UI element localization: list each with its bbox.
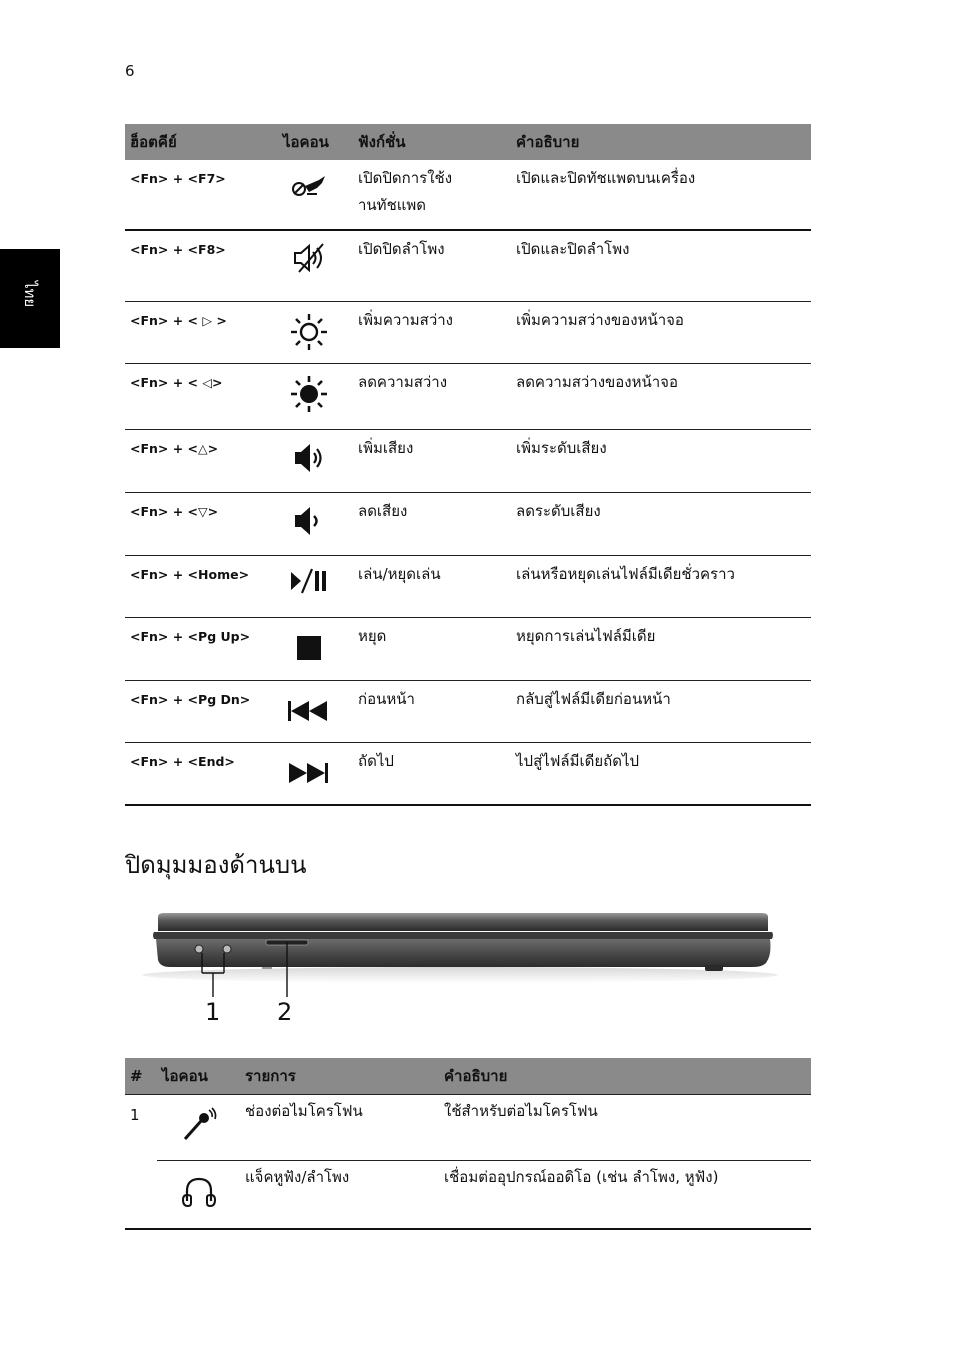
header-description: คำอธิบาย bbox=[439, 1058, 811, 1094]
stop-icon bbox=[265, 617, 353, 680]
microphone-icon bbox=[157, 1094, 240, 1160]
header-icon: ไอคอน bbox=[157, 1058, 240, 1094]
hotkey-function: เพิ่มความสว่าง bbox=[353, 301, 511, 363]
hotkey-description: เพิ่มระดับเสียง bbox=[511, 429, 811, 492]
hotkey-function: เพิ่มเสียง bbox=[353, 429, 511, 492]
table-row bbox=[125, 492, 811, 555]
hotkey-description: เล่นหรือหยุดเล่นไฟล์มีเดียชั่วคราว bbox=[511, 555, 811, 617]
table-row bbox=[125, 680, 811, 742]
hotkey-label: <Fn> + <Pg Up> bbox=[125, 617, 265, 680]
table-row bbox=[125, 1160, 811, 1229]
port-number: 1 bbox=[130, 1105, 140, 1124]
hotkey-function: ลดความสว่าง bbox=[353, 363, 511, 429]
hotkey-description: เปิดและปิดทัชแพดบนเครื่อง bbox=[511, 160, 811, 230]
table-row bbox=[125, 160, 811, 230]
table-row bbox=[125, 617, 811, 680]
page-number: 6 bbox=[125, 62, 135, 80]
hotkey-label: <Fn> + <Home> bbox=[125, 555, 265, 617]
laptop-front-view-illustration bbox=[140, 905, 790, 1030]
hotkey-description: ไปสู่ไฟล์มีเดียถัดไป bbox=[511, 742, 811, 805]
table-row bbox=[125, 230, 811, 301]
section-title: ปิดมุมมองด้านบน bbox=[125, 851, 307, 879]
previous-track-icon bbox=[265, 680, 353, 742]
table-row bbox=[125, 363, 811, 429]
port-item: ช่องต่อไมโครโฟน bbox=[240, 1094, 439, 1160]
headphone-icon bbox=[157, 1160, 240, 1229]
hotkey-table-header bbox=[125, 124, 811, 160]
hotkey-description: ลดระดับเสียง bbox=[511, 492, 811, 555]
hotkey-function: ก่อนหน้า bbox=[353, 680, 511, 742]
port-number bbox=[125, 1160, 157, 1229]
language-side-tab bbox=[0, 249, 60, 348]
hotkey-function: หยุด bbox=[353, 617, 511, 680]
table-row bbox=[125, 555, 811, 617]
port-table bbox=[125, 1058, 811, 1230]
hotkey-label: <Fn> + <Pg Dn> bbox=[125, 680, 265, 742]
hotkey-function: เปิดปิดลำโพง bbox=[353, 230, 511, 301]
hotkey-label: <Fn> + <△> bbox=[125, 429, 265, 492]
touchpad-toggle-icon bbox=[265, 160, 353, 230]
hotkey-description: เปิดและปิดลำโพง bbox=[511, 230, 811, 301]
hotkey-label: <Fn> + <F7> bbox=[125, 160, 265, 230]
callout-number-1: 1 bbox=[205, 998, 221, 1026]
hotkey-description: กลับสู่ไฟล์มีเดียก่อนหน้า bbox=[511, 680, 811, 742]
hotkey-function: ลดเสียง bbox=[353, 492, 511, 555]
hotkey-function: เล่น/หยุดเล่น bbox=[353, 555, 511, 617]
speaker-toggle-icon bbox=[265, 230, 353, 301]
hotkey-function: ถัดไป bbox=[353, 742, 511, 805]
header-number: # bbox=[125, 1058, 157, 1094]
header-function: ฟังก์ชั่น bbox=[353, 124, 511, 160]
table-row bbox=[125, 301, 811, 363]
hotkey-function bbox=[353, 160, 511, 230]
hotkey-label: <Fn> + < ◁> bbox=[125, 363, 265, 429]
port-description: ใช้สำหรับต่อไมโครโฟน bbox=[439, 1094, 811, 1160]
callout-number-2: 2 bbox=[277, 998, 293, 1026]
volume-up-icon bbox=[265, 429, 353, 492]
header-icon: ไอคอน bbox=[265, 124, 353, 160]
brightness-up-icon bbox=[265, 301, 353, 363]
hotkey-function-line1: เปิดปิดการใช้ง bbox=[358, 169, 453, 187]
header-description: คำอธิบาย bbox=[511, 124, 811, 160]
hotkey-label: <Fn> + <End> bbox=[125, 742, 265, 805]
header-item: รายการ bbox=[240, 1058, 439, 1094]
brightness-down-icon bbox=[265, 363, 353, 429]
hotkey-table bbox=[125, 124, 811, 806]
hotkey-label: <Fn> + <▽> bbox=[125, 492, 265, 555]
hotkey-description: เพิ่มความสว่างของหน้าจอ bbox=[511, 301, 811, 363]
hotkey-label: <Fn> + <F8> bbox=[125, 230, 265, 301]
table-row bbox=[125, 742, 811, 805]
table-row bbox=[125, 1094, 811, 1160]
side-tab-label: ไทย bbox=[21, 281, 39, 308]
hotkey-label: <Fn> + < ▷ > bbox=[125, 301, 265, 363]
hotkey-description: ลดความสว่างของหน้าจอ bbox=[511, 363, 811, 429]
volume-down-icon bbox=[265, 492, 353, 555]
hotkey-function-line2: านทัชแพด bbox=[358, 196, 427, 214]
port-description: เชื่อมต่ออุปกรณ์ออดิโอ (เช่น ลำโพง, หูฟัง) bbox=[439, 1160, 811, 1229]
table-row bbox=[125, 429, 811, 492]
play-pause-icon bbox=[265, 555, 353, 617]
header-hotkey: ฮ็อตคีย์ bbox=[125, 124, 265, 160]
next-track-icon bbox=[265, 742, 353, 805]
hotkey-description: หยุดการเล่นไฟล์มีเดีย bbox=[511, 617, 811, 680]
port-item: แจ็คหูฟัง/ลำโพง bbox=[240, 1160, 439, 1229]
port-table-header bbox=[125, 1058, 811, 1094]
